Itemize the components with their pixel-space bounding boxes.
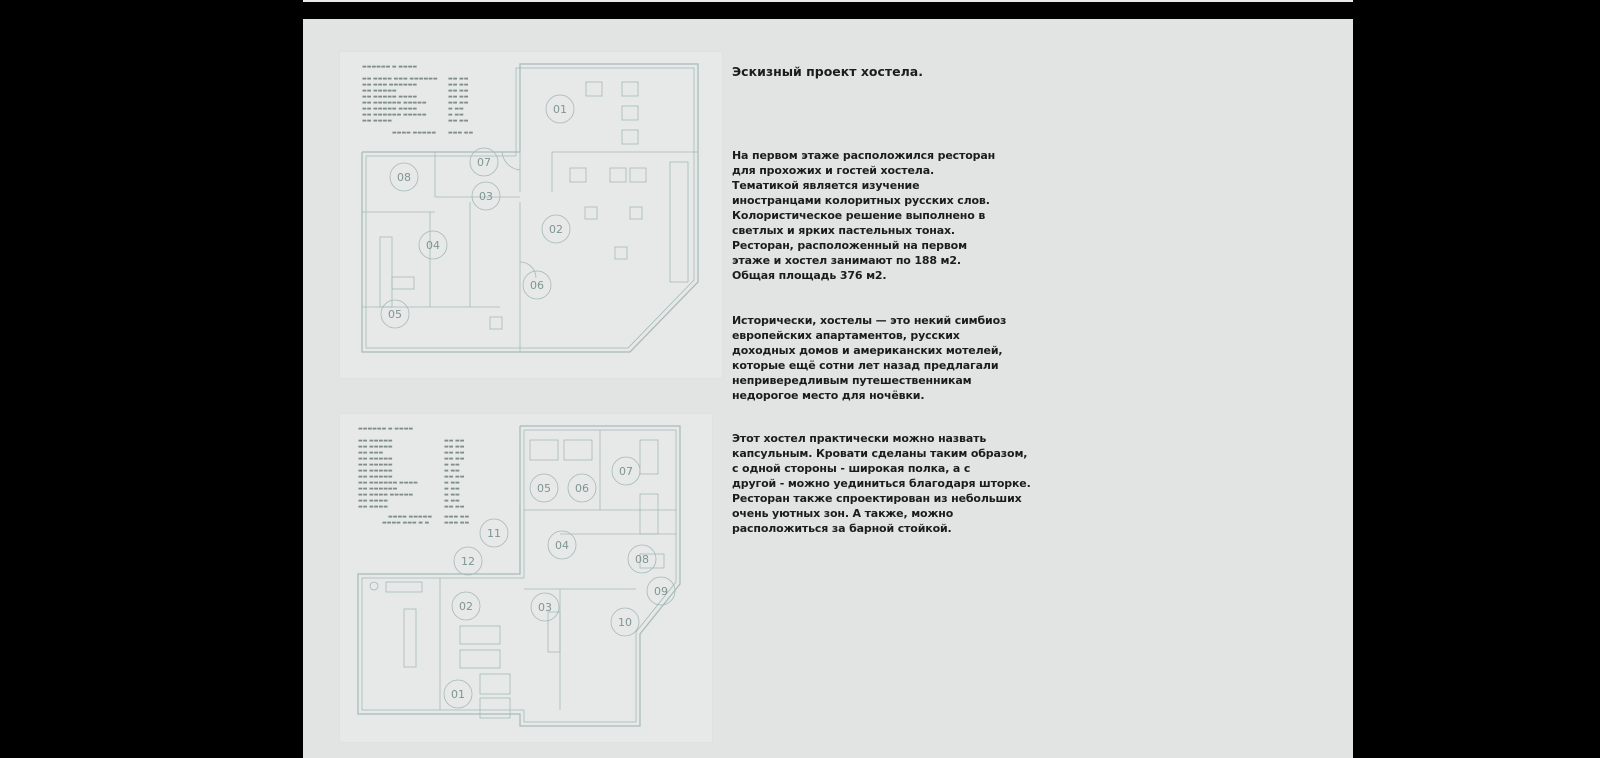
room-number: 03 (538, 601, 552, 614)
room-number: 05 (537, 482, 551, 495)
plan-legend: ▬▬▬▬▬▬ ▬ ▬▬▬▬ ▬▬ ▬▬▬▬ ▬▬▬ ▬▬▬▬▬▬ ▬▬ ▬▬ ▬▬ ▬▬▬ ▬▬▬▬▬▬ ▬▬ ▬▬ ▬▬ ▬▬▬▬▬ ▬▬ ▬▬ ▬▬ ▬▬▬▬▬ ▬▬▬▬ ▬▬ ▬▬ ▬▬ ▬▬▬▬▬▬ ▬▬▬▬▬ ▬▬ ▬▬ ▬▬ ▬▬▬▬▬ ▬▬▬▬ ▬ ▬▬ ▬▬ ▬▬▬▬▬▬ ▬▬▬▬▬ ▬ ▬▬ ▬▬ ▬▬▬▬ ▬▬ ▬▬ ▬▬▬▬ ▬▬▬▬▬ ▬▬▬ ▬▬ (362, 64, 478, 136)
room-number: 03 (479, 190, 493, 203)
room-number: 01 (553, 103, 567, 116)
room-number: 08 (635, 553, 649, 566)
floor-plan-second-drawing (340, 414, 712, 742)
room-number: 08 (397, 171, 411, 184)
top-divider (303, 0, 1353, 2)
paragraph-restaurant: На первом этаже расположился ресторан для прохожих и гостей хостела. Тематикой является изучение иностранцами колоритных русских слов. Колористическое решение выполнено в светлых и ярких пастельных тонах. Ресторан, расположенный на первом этаже и хостел занимают по 188 м2. Общая площадь 376 м2. (732, 149, 996, 282)
floor-plan-first-drawing (340, 52, 722, 378)
room-number: 02 (459, 600, 473, 613)
room-number: 06 (575, 482, 589, 495)
room-number: 06 (530, 279, 544, 292)
floor-plan-first (339, 51, 723, 379)
page-title: Эскизный проект хостела. (732, 64, 923, 79)
paragraph-history: Исторически, хостелы — это некий симбиоз европейских апартаментов, русских доходных домов и американских мотелей, которые ещё сотни лет назад предлагали непривередливым путешественникам недорогое место для ночёвки. (732, 314, 1007, 402)
legend-title: ▬▬▬▬▬▬ ▬ ▬▬▬▬ (358, 426, 414, 432)
room-number: 05 (388, 308, 402, 321)
document-page (303, 19, 1353, 758)
room-number: 04 (555, 539, 569, 552)
room-number: 11 (487, 527, 501, 540)
room-number: 01 (451, 688, 465, 701)
legend-title: ▬▬▬▬▬▬ ▬ ▬▬▬▬ (362, 64, 418, 70)
paragraph-capsule: Этот хостел практически можно назвать капсульным. Кровати сделаны таким образом, с одной стороны - широкая полка, а с другой - можно уединиться благодаря шторке. Ресторан также спроектирован из небольших очень уютных зон. А также, можно расположиться за барной стойкой. (732, 432, 1031, 535)
room-number: 02 (549, 223, 563, 236)
floor-plan-second (339, 413, 713, 743)
plan-legend: ▬▬▬▬▬▬ ▬ ▬▬▬▬ ▬▬ ▬▬▬▬▬ ▬▬ ▬▬ ▬▬ ▬▬▬▬▬ ▬▬ ▬▬ ▬▬ ▬▬▬ ▬▬ ▬▬ ▬▬ ▬▬▬▬▬ ▬▬ ▬▬ ▬▬ ▬▬▬▬▬ ▬ ▬▬ ▬▬ ▬▬▬▬▬ ▬ ▬▬ ▬▬ ▬▬▬▬▬ ▬▬ ▬▬ ▬▬ ▬▬▬▬▬▬ ▬▬▬▬ ▬ ▬▬ ▬▬ ▬▬▬▬▬▬ ▬ ▬▬ ▬▬ ▬▬▬▬ ▬▬▬▬▬ ▬ ▬▬ ▬▬ ▬▬▬▬ ▬ ▬▬ ▬▬ ▬▬▬▬ ▬▬ ▬▬ ▬▬▬▬ ▬▬▬▬▬ ▬▬▬ ▬▬ ▬▬▬▬ ▬▬▬ ▬ ▬ ▬▬▬ ▬▬ (358, 426, 474, 526)
room-number: 09 (654, 585, 668, 598)
room-number: 07 (619, 465, 633, 478)
room-number: 04 (426, 239, 440, 252)
room-number: 12 (461, 555, 475, 568)
room-number: 07 (477, 156, 491, 169)
room-number: 10 (618, 616, 632, 629)
